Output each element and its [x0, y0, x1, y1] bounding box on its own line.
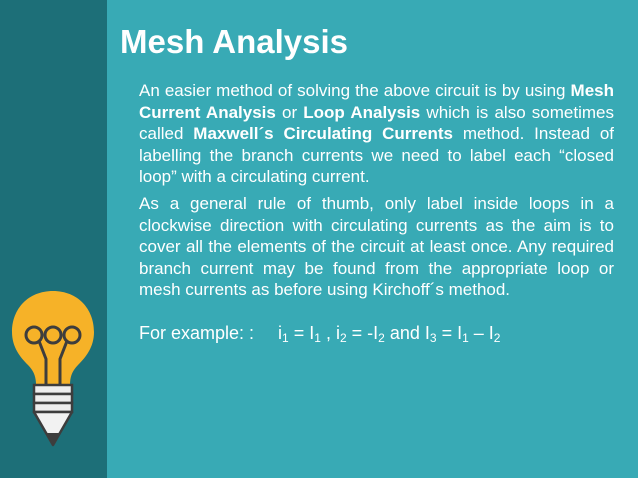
bold-term: Loop Analysis — [303, 102, 421, 122]
subscript: 2 — [339, 330, 347, 345]
sidebar-panel — [0, 0, 107, 478]
paragraph-rule: As a general rule of thumb, only label inside loops in a clockwise direction with circulating currents as the aim is to cover all the elements of the circuit at least once. Any required branch current may be found from the appropriate loop or mesh currents as before using Kirchoff´s method. — [139, 193, 614, 300]
math-text: – I — [468, 322, 494, 343]
math-text: = -I — [346, 322, 379, 343]
text-run: or — [275, 102, 304, 122]
text-run: An easier method of solving the above circuit is by using — [139, 81, 571, 100]
bold-term: Maxwell´s Circulating Currents — [193, 124, 453, 144]
text-run: method. Instead of labelling the branch currents we need to label each “closed loop” with a circulating current. — [139, 124, 614, 187]
math-text: = I — [288, 322, 315, 343]
subscript: 1 — [314, 330, 321, 345]
text-run: which is also sometimes called — [139, 102, 614, 144]
math-text: , i — [320, 322, 340, 343]
subscript: 2 — [378, 330, 385, 345]
content-body — [139, 80, 614, 345]
math-text: and I — [384, 322, 430, 343]
math-text: = I — [436, 322, 463, 343]
page-title: Mesh Analysis — [120, 23, 349, 60]
subscript: 1 — [282, 330, 289, 345]
subscript: 3 — [429, 330, 437, 345]
math-text: i — [278, 322, 283, 343]
subscript: 1 — [462, 330, 469, 345]
bold-term: Mesh Current Analysis — [139, 81, 614, 122]
lightbulb-pencil-icon — [8, 285, 98, 455]
paragraph-intro — [139, 80, 614, 188]
example-equation — [139, 321, 614, 345]
example-lead: For example: : — [139, 322, 255, 343]
subscript: 2 — [493, 330, 501, 345]
